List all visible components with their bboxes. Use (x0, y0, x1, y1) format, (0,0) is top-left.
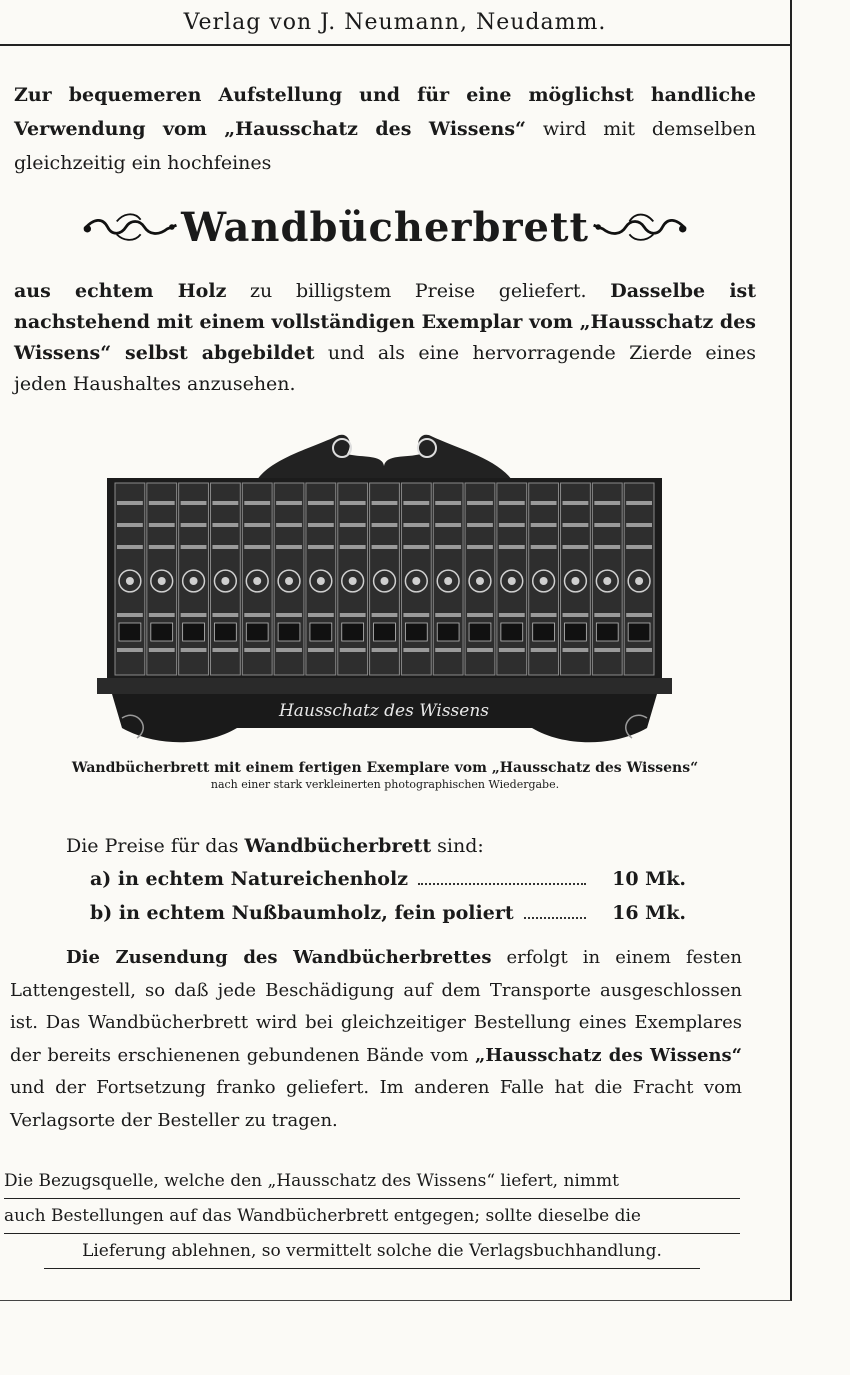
price-list (66, 830, 686, 930)
book-volume (306, 483, 336, 675)
book-volume (624, 483, 654, 675)
product-title: Wandbücherbrett (181, 203, 589, 251)
book-volume (338, 483, 368, 675)
right-flourish-icon (589, 207, 690, 247)
price-amount: 16 Mk. (612, 902, 686, 924)
book-volume (115, 483, 145, 675)
left-flourish-icon (80, 207, 181, 247)
price-row-walnut (90, 896, 686, 930)
book-volume (497, 483, 527, 675)
leader-dots (524, 917, 586, 919)
description-regular-1: zu billigstem Preise geliefert. (226, 280, 611, 302)
note-line-2: auch Bestellungen auf das Wandbücherbrett entgegen; sollte dieselbe die (4, 1199, 740, 1234)
shipping-paragraph (10, 942, 742, 1137)
shipping-bold-1: Die Zusendung des Wandbücherbrettes (66, 947, 492, 968)
title-row (80, 192, 690, 262)
description-paragraph (14, 276, 756, 400)
caption-line-1: Wandbücherbrett mit einem fertigen Exemplare vom „Hausschatz des Wissens“ (71, 760, 699, 776)
intro-regular-text: wird mit demselben gleichzeitig ein hochfeines (14, 118, 756, 174)
note-line-1: Die Bezugsquelle, welche den „Hausschatz des Wissens“ liefert, nimmt (4, 1164, 740, 1199)
price-label: a) in echtem Natureichenholz (90, 868, 408, 890)
price-intro-before: Die Preise für das (66, 835, 245, 857)
shipping-regular-1: erfolgt in einem festen Lattengestell, so daß jede Beschädigung auf dem Transporte ausgeschlossen ist. Das Wandbücherbrett wird bei gleichzeitiger Bestellung eines Exemplares der bereits erschienenen gebundenen Bände vom (10, 947, 742, 1066)
description-regular-2: und als eine hervorragende Zierde eines jeden Haushaltes anzusehen. (14, 342, 756, 395)
book-volume (529, 483, 559, 675)
book-volume (370, 483, 400, 675)
book-volume (242, 483, 272, 675)
intro-paragraph (14, 78, 756, 180)
book-volume (561, 483, 591, 675)
bookshelf-illustration (92, 428, 677, 758)
price-intro (66, 830, 686, 862)
book-volume (210, 483, 240, 675)
price-amount: 10 Mk. (612, 868, 686, 890)
description-bold-2: Dasselbe ist nachstehend mit einem vollständigen Exemplar vom „Hausschatz des Wissens“ selbst abgebildet (14, 280, 757, 364)
price-row-oak (90, 862, 686, 896)
shipping-regular-2: und der Fortsetzung franko geliefert. Im anderen Falle hat die Fracht vom Verlagsorte der Besteller zu tragen. (10, 1077, 742, 1131)
price-intro-after: sind: (431, 835, 484, 857)
price-label: b) in echtem Nußbaumholz, fein poliert (90, 902, 514, 924)
leader-dots (418, 883, 586, 885)
book-volume (401, 483, 431, 675)
description-bold-1: aus echtem Holz (14, 280, 227, 302)
note-line-3: Lieferung ablehnen, so vermittelt solche die Verlagsbuchhandlung. (44, 1234, 700, 1269)
price-intro-bold: Wandbücherbrett (244, 835, 432, 857)
book-volume (179, 483, 209, 675)
shipping-bold-2: „Hausschatz des Wissens“ (475, 1044, 743, 1066)
book-volume (465, 483, 495, 675)
book-volume (274, 483, 304, 675)
intro-bold-text: Zur bequemeren Aufstellung und für eine möglichst handliche Verwendung vom „Hausschatz des Wissens“ (14, 84, 756, 140)
book-volume (592, 483, 622, 675)
volumes-group (115, 483, 654, 675)
book-volume (433, 483, 463, 675)
shelf-label: Hausschatz des Wissens (278, 701, 490, 721)
illustration-caption (70, 760, 700, 791)
caption-line-2: nach einer stark verkleinerten photographischen Wiedergabe. (210, 778, 560, 791)
publisher-name: Verlag von J. Neumann, Neudamm. (183, 9, 607, 35)
ordering-note (4, 1164, 740, 1269)
publisher-header (0, 0, 790, 46)
book-volume (147, 483, 177, 675)
